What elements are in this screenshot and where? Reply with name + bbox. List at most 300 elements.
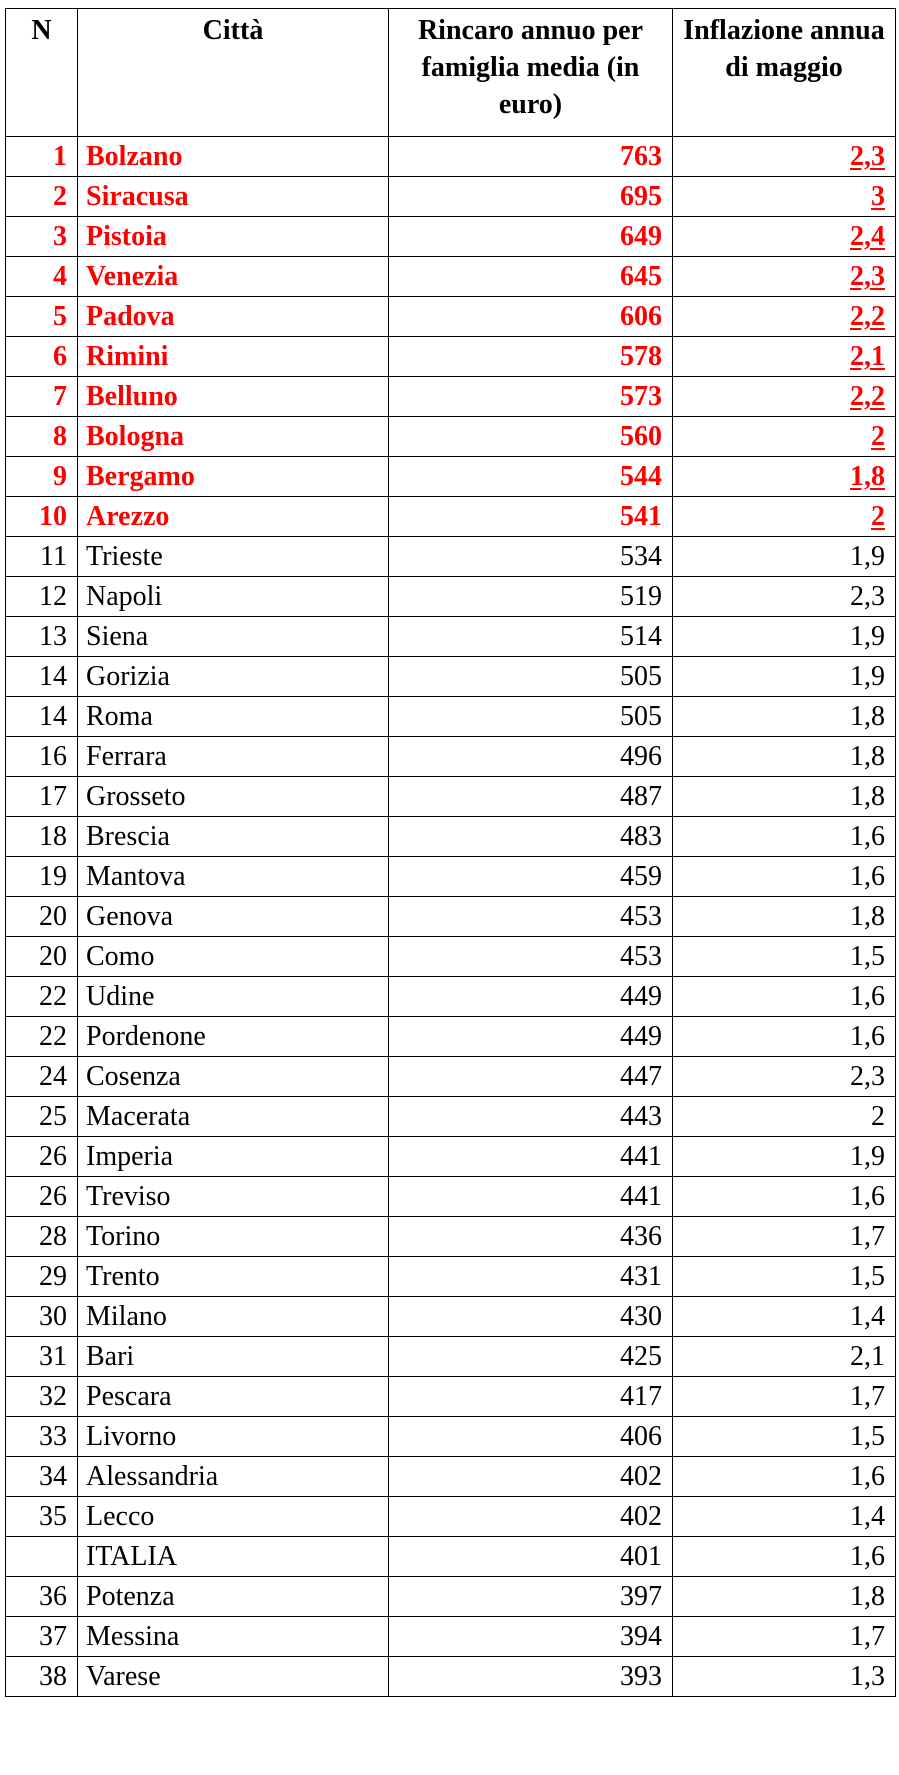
row-rank-text: 7 (53, 381, 67, 412)
row-cost-text: 431 (620, 1261, 662, 1292)
row-city (78, 1497, 389, 1537)
table-row (6, 977, 896, 1017)
row-inflation (673, 1177, 896, 1217)
row-city-text: Pordenone (86, 1021, 206, 1052)
row-rank (6, 857, 78, 897)
row-cost (389, 1577, 673, 1617)
row-city (78, 1537, 389, 1577)
row-inflation (673, 1417, 896, 1457)
row-inflation-text: 1,5 (850, 1261, 885, 1292)
row-city-text: Trieste (86, 541, 163, 572)
row-cost (389, 1657, 673, 1697)
row-city (78, 217, 389, 257)
row-cost-text: 402 (620, 1461, 662, 1492)
row-inflation (673, 217, 896, 257)
row-cost-text: 453 (620, 941, 662, 972)
inflation-table (5, 8, 896, 1697)
row-rank (6, 537, 78, 577)
row-city-text: Mantova (86, 861, 186, 892)
row-cost-text: 483 (620, 821, 662, 852)
row-rank-text: 4 (53, 261, 67, 292)
row-cost (389, 857, 673, 897)
row-inflation (673, 1137, 896, 1177)
row-rank-text: 11 (40, 541, 67, 572)
row-city-text: Cosenza (86, 1061, 181, 1092)
row-city-text: Napoli (86, 581, 163, 612)
row-cost (389, 417, 673, 457)
row-rank-text: 26 (39, 1181, 67, 1212)
row-city (78, 977, 389, 1017)
row-city-text: Trento (86, 1261, 160, 1292)
row-inflation (673, 1577, 896, 1617)
table-row (6, 137, 896, 177)
header-rank: N (6, 9, 78, 137)
table-row (6, 1537, 896, 1577)
row-city (78, 657, 389, 697)
table-row (6, 1577, 896, 1617)
row-city (78, 337, 389, 377)
row-city (78, 1457, 389, 1497)
row-rank-text: 10 (39, 501, 67, 532)
row-cost-text: 645 (620, 261, 662, 292)
row-city-text: Messina (86, 1621, 180, 1652)
row-rank (6, 977, 78, 1017)
table-row (6, 1097, 896, 1137)
row-cost (389, 537, 673, 577)
row-cost (389, 977, 673, 1017)
row-rank (6, 1177, 78, 1217)
row-cost-text: 496 (620, 741, 662, 772)
row-cost (389, 777, 673, 817)
row-cost-text: 560 (620, 421, 662, 452)
row-inflation-text: 2,3 (850, 141, 885, 172)
row-inflation (673, 1457, 896, 1497)
row-cost-text: 459 (620, 861, 662, 892)
row-inflation-text: 1,5 (850, 941, 885, 972)
row-city-text: Bergamo (86, 461, 195, 492)
row-city (78, 577, 389, 617)
row-city-text: Udine (86, 981, 155, 1012)
row-city-text: Belluno (86, 381, 178, 412)
row-city-text: Brescia (86, 821, 170, 852)
table-row (6, 1057, 896, 1097)
row-rank (6, 1617, 78, 1657)
row-city (78, 1017, 389, 1057)
row-rank-text: 35 (39, 1501, 67, 1532)
row-cost (389, 1377, 673, 1417)
row-cost-text: 541 (620, 501, 662, 532)
row-rank-text: 9 (53, 461, 67, 492)
row-inflation-text: 1,6 (850, 861, 885, 892)
row-rank-text: 26 (39, 1141, 67, 1172)
row-inflation-text: 2 (871, 1101, 885, 1132)
row-inflation-text: 1,6 (850, 1541, 885, 1572)
row-cost-text: 441 (620, 1141, 662, 1172)
row-city (78, 897, 389, 937)
row-cost (389, 337, 673, 377)
row-cost (389, 377, 673, 417)
row-city (78, 1377, 389, 1417)
row-inflation (673, 977, 896, 1017)
row-inflation-text: 2,3 (850, 1061, 885, 1092)
row-cost-text: 406 (620, 1421, 662, 1452)
row-cost (389, 1417, 673, 1457)
row-rank-text: 14 (39, 661, 67, 692)
row-rank-text: 19 (39, 861, 67, 892)
row-city-text: Varese (86, 1661, 161, 1692)
table-row (6, 417, 896, 457)
row-city (78, 177, 389, 217)
row-cost (389, 1537, 673, 1577)
row-city (78, 857, 389, 897)
row-cost-text: 397 (620, 1581, 662, 1612)
row-inflation (673, 937, 896, 977)
row-rank-text: 3 (53, 221, 67, 252)
table-row (6, 1417, 896, 1457)
row-city-text: Treviso (86, 1181, 171, 1212)
row-city-text: Torino (86, 1221, 161, 1252)
row-rank-text: 13 (39, 621, 67, 652)
row-rank (6, 1337, 78, 1377)
row-city (78, 457, 389, 497)
row-rank (6, 377, 78, 417)
row-inflation (673, 1017, 896, 1057)
row-rank-text: 17 (39, 781, 67, 812)
row-rank (6, 657, 78, 697)
row-city-text: Bari (86, 1341, 135, 1372)
row-city (78, 257, 389, 297)
row-cost (389, 577, 673, 617)
row-inflation-text: 1,6 (850, 1181, 885, 1212)
row-cost (389, 897, 673, 937)
row-cost-text: 453 (620, 901, 662, 932)
row-city-text: Padova (86, 301, 175, 332)
header-cost: Rincaro annuo per famiglia media (in euro) (389, 9, 673, 137)
row-rank-text: 5 (53, 301, 67, 332)
row-cost (389, 737, 673, 777)
row-cost (389, 1297, 673, 1337)
row-inflation (673, 857, 896, 897)
row-inflation (673, 817, 896, 857)
row-rank-text: 37 (39, 1621, 67, 1652)
row-city-text: Pistoia (86, 221, 167, 252)
row-cost-text: 763 (620, 141, 662, 172)
row-inflation-text: 1,9 (850, 621, 885, 652)
row-inflation (673, 1057, 896, 1097)
table-row (6, 1017, 896, 1057)
row-inflation (673, 617, 896, 657)
row-city-text: Gorizia (86, 661, 170, 692)
row-inflation-text: 1,8 (850, 741, 885, 772)
table-row (6, 537, 896, 577)
table-row (6, 1257, 896, 1297)
row-city-text: ITALIA (86, 1541, 178, 1572)
row-cost (389, 1017, 673, 1057)
row-inflation (673, 257, 896, 297)
row-inflation-text: 1,3 (850, 1661, 885, 1692)
row-inflation-text: 2,3 (850, 261, 885, 292)
row-cost-text: 578 (620, 341, 662, 372)
row-rank (6, 1297, 78, 1337)
row-inflation (673, 177, 896, 217)
table-row (6, 337, 896, 377)
row-rank (6, 457, 78, 497)
row-rank (6, 257, 78, 297)
row-rank (6, 1017, 78, 1057)
row-inflation-text: 1,8 (850, 1581, 885, 1612)
row-city-text: Siena (86, 621, 149, 652)
row-cost-text: 487 (620, 781, 662, 812)
row-rank-text: 22 (39, 1021, 67, 1052)
table-row (6, 697, 896, 737)
row-cost-text: 514 (620, 621, 662, 652)
row-inflation-text: 1,5 (850, 1421, 885, 1452)
row-cost-text: 606 (620, 301, 662, 332)
row-city (78, 377, 389, 417)
row-cost-text: 441 (620, 1181, 662, 1212)
row-city-text: Livorno (86, 1421, 177, 1452)
table-row (6, 1137, 896, 1177)
row-city (78, 817, 389, 857)
row-cost-text: 449 (620, 981, 662, 1012)
row-inflation (673, 897, 896, 937)
row-rank (6, 697, 78, 737)
row-rank-text: 16 (39, 741, 67, 772)
row-inflation-text: 1,8 (850, 901, 885, 932)
row-cost-text: 695 (620, 181, 662, 212)
row-inflation-text: 1,9 (850, 541, 885, 572)
row-rank (6, 417, 78, 457)
row-cost (389, 617, 673, 657)
row-inflation-text: 1,8 (850, 461, 885, 492)
row-rank (6, 1577, 78, 1617)
row-cost (389, 1177, 673, 1217)
row-city-text: Ferrara (86, 741, 167, 772)
row-inflation-text: 2,2 (850, 381, 885, 412)
table-row (6, 257, 896, 297)
row-cost-text: 417 (620, 1381, 662, 1412)
row-inflation-text: 1,7 (850, 1621, 885, 1652)
row-city-text: Pescara (86, 1381, 172, 1412)
row-inflation (673, 1297, 896, 1337)
row-rank (6, 1497, 78, 1537)
row-inflation-text: 2 (871, 501, 885, 532)
row-city (78, 1577, 389, 1617)
table-row (6, 377, 896, 417)
row-city-text: Potenza (86, 1581, 175, 1612)
table-header (6, 9, 896, 137)
row-cost-text: 447 (620, 1061, 662, 1092)
row-rank (6, 737, 78, 777)
row-rank-text: 14 (39, 701, 67, 732)
row-cost-text: 449 (620, 1021, 662, 1052)
row-city-text: Como (86, 941, 155, 972)
row-inflation (673, 1337, 896, 1377)
row-cost (389, 1137, 673, 1177)
row-city-text: Imperia (86, 1141, 174, 1172)
row-cost (389, 177, 673, 217)
row-rank (6, 937, 78, 977)
header-city: Città (78, 9, 389, 137)
row-cost (389, 497, 673, 537)
table-row (6, 217, 896, 257)
row-inflation (673, 297, 896, 337)
row-city (78, 537, 389, 577)
row-inflation (673, 537, 896, 577)
row-rank (6, 217, 78, 257)
row-inflation (673, 1097, 896, 1137)
row-cost-text: 425 (620, 1341, 662, 1372)
row-rank (6, 577, 78, 617)
row-cost-text: 393 (620, 1661, 662, 1692)
row-rank-text: 8 (53, 421, 67, 452)
row-inflation-text: 1,4 (850, 1301, 885, 1332)
row-city-text: Alessandria (86, 1461, 219, 1492)
row-city (78, 417, 389, 457)
row-cost-text: 649 (620, 221, 662, 252)
row-rank (6, 1057, 78, 1097)
row-cost-text: 519 (620, 581, 662, 612)
row-cost-text: 534 (620, 541, 662, 572)
table-row (6, 1617, 896, 1657)
table-row (6, 1657, 896, 1697)
row-cost-text: 401 (620, 1541, 662, 1572)
row-inflation-text: 1,8 (850, 701, 885, 732)
row-rank-text: 29 (39, 1261, 67, 1292)
row-inflation-text: 1,4 (850, 1501, 885, 1532)
row-rank (6, 297, 78, 337)
row-cost-text: 402 (620, 1501, 662, 1532)
row-city (78, 497, 389, 537)
row-inflation (673, 1377, 896, 1417)
row-city-text: Bologna (86, 421, 185, 452)
row-city (78, 137, 389, 177)
row-rank (6, 1257, 78, 1297)
row-rank-text: 34 (39, 1461, 67, 1492)
row-inflation-text: 1,7 (850, 1221, 885, 1252)
row-cost (389, 217, 673, 257)
row-cost (389, 297, 673, 337)
row-rank (6, 1137, 78, 1177)
row-cost (389, 1457, 673, 1497)
table-row (6, 897, 896, 937)
row-rank-text: 25 (39, 1101, 67, 1132)
row-cost-text: 430 (620, 1301, 662, 1332)
row-city (78, 1617, 389, 1657)
row-rank-text: 20 (39, 941, 67, 972)
row-rank (6, 777, 78, 817)
row-inflation (673, 1497, 896, 1537)
row-inflation (673, 337, 896, 377)
table-row (6, 657, 896, 697)
row-rank-text: 30 (39, 1301, 67, 1332)
row-inflation (673, 417, 896, 457)
row-rank (6, 177, 78, 217)
table-row (6, 1217, 896, 1257)
row-cost (389, 1257, 673, 1297)
table-row (6, 457, 896, 497)
row-rank-text: 36 (39, 1581, 67, 1612)
row-cost (389, 1337, 673, 1377)
row-rank-text: 12 (39, 581, 67, 612)
row-city-text: Lecco (86, 1501, 155, 1532)
row-city (78, 697, 389, 737)
table-row (6, 1177, 896, 1217)
row-city-text: Grosseto (86, 781, 186, 812)
row-city-text: Siracusa (86, 181, 189, 212)
row-cost (389, 817, 673, 857)
row-cost (389, 657, 673, 697)
table-row (6, 497, 896, 537)
table-body (6, 137, 896, 1697)
row-inflation-text: 1,9 (850, 1141, 885, 1172)
row-inflation (673, 377, 896, 417)
row-inflation-text: 1,8 (850, 781, 885, 812)
row-inflation (673, 1217, 896, 1257)
row-cost (389, 1497, 673, 1537)
row-inflation (673, 1537, 896, 1577)
row-city (78, 1257, 389, 1297)
row-rank (6, 1217, 78, 1257)
header-inflation: Inflazione annua di maggio (673, 9, 896, 137)
table-row (6, 777, 896, 817)
row-city-text: Macerata (86, 1101, 191, 1132)
row-cost-text: 443 (620, 1101, 662, 1132)
row-city (78, 1417, 389, 1457)
row-cost (389, 257, 673, 297)
row-city-text: Genova (86, 901, 174, 932)
row-inflation-text: 2,2 (850, 301, 885, 332)
table-row (6, 177, 896, 217)
row-city (78, 1337, 389, 1377)
row-inflation-text: 2,1 (850, 1341, 885, 1372)
row-cost-text: 573 (620, 381, 662, 412)
row-rank (6, 617, 78, 657)
table-row (6, 1337, 896, 1377)
row-inflation (673, 137, 896, 177)
row-cost-text: 505 (620, 661, 662, 692)
row-rank-text: 1 (53, 141, 67, 172)
row-rank-text: 6 (53, 341, 67, 372)
row-rank (6, 897, 78, 937)
row-cost (389, 457, 673, 497)
row-rank (6, 1377, 78, 1417)
row-city-text: Milano (86, 1301, 167, 1332)
row-city-text: Bolzano (86, 141, 183, 172)
row-inflation (673, 737, 896, 777)
table-row (6, 617, 896, 657)
row-city (78, 1137, 389, 1177)
row-cost (389, 697, 673, 737)
row-city (78, 777, 389, 817)
row-city-text: Roma (86, 701, 153, 732)
row-cost (389, 1217, 673, 1257)
row-inflation (673, 697, 896, 737)
row-rank-text: 22 (39, 981, 67, 1012)
row-cost (389, 137, 673, 177)
header-row (6, 9, 896, 137)
row-rank-text: 31 (39, 1341, 67, 1372)
row-inflation-text: 1,6 (850, 1021, 885, 1052)
row-inflation-text: 2 (871, 421, 885, 452)
row-inflation-text: 1,6 (850, 821, 885, 852)
row-rank (6, 1537, 78, 1577)
row-rank-text: 18 (39, 821, 67, 852)
row-rank (6, 1657, 78, 1697)
table-row (6, 1457, 896, 1497)
row-inflation-text: 1,7 (850, 1381, 885, 1412)
row-inflation (673, 657, 896, 697)
